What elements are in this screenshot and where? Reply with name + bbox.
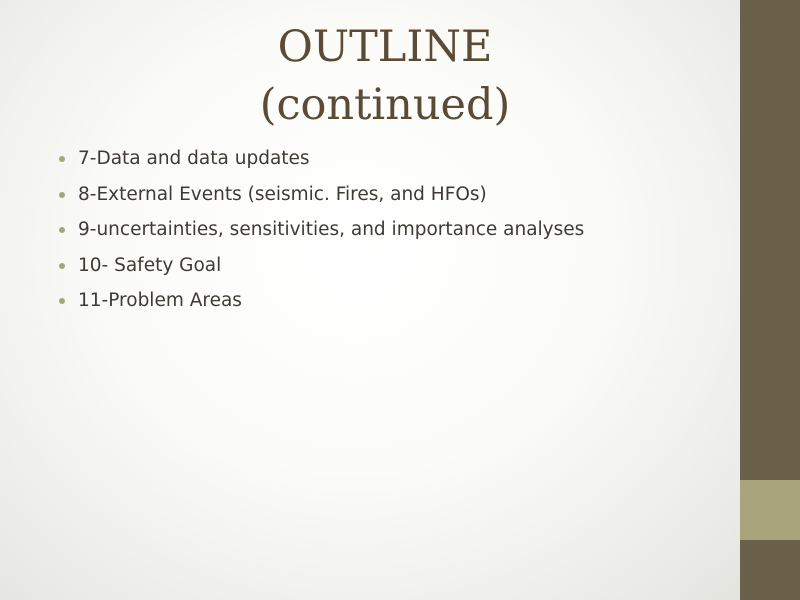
bullet-item — [56, 286, 584, 322]
bullet-text: 10- Safety Goal — [78, 254, 222, 276]
slide-title-line-2: (continued) — [259, 80, 511, 130]
bullet-item — [56, 251, 584, 287]
bullet-text: 9-uncertainties, sensitivities, and importance analyses — [78, 219, 585, 240]
bullet-item — [56, 180, 584, 216]
bullet-dot-icon — [59, 156, 65, 162]
bullet-dot-icon — [59, 298, 65, 304]
slide-title-line-1: OUTLINE — [277, 22, 493, 72]
bullet-text: 7-Data and data updates — [78, 148, 310, 169]
bullet-dot-icon — [59, 227, 65, 233]
bullet-dot-icon — [59, 192, 65, 198]
bullet-item — [56, 144, 584, 180]
bullet-text: 8-External Events (seismic. Fires, and HFOs) — [78, 183, 487, 205]
decorative-side-accent — [740, 480, 800, 540]
bullet-list — [56, 144, 584, 322]
slide-title — [0, 18, 770, 134]
bullet-dot-icon — [59, 263, 65, 269]
bullet-text: 11-Problem Areas — [78, 290, 242, 311]
bullet-item — [56, 215, 584, 251]
